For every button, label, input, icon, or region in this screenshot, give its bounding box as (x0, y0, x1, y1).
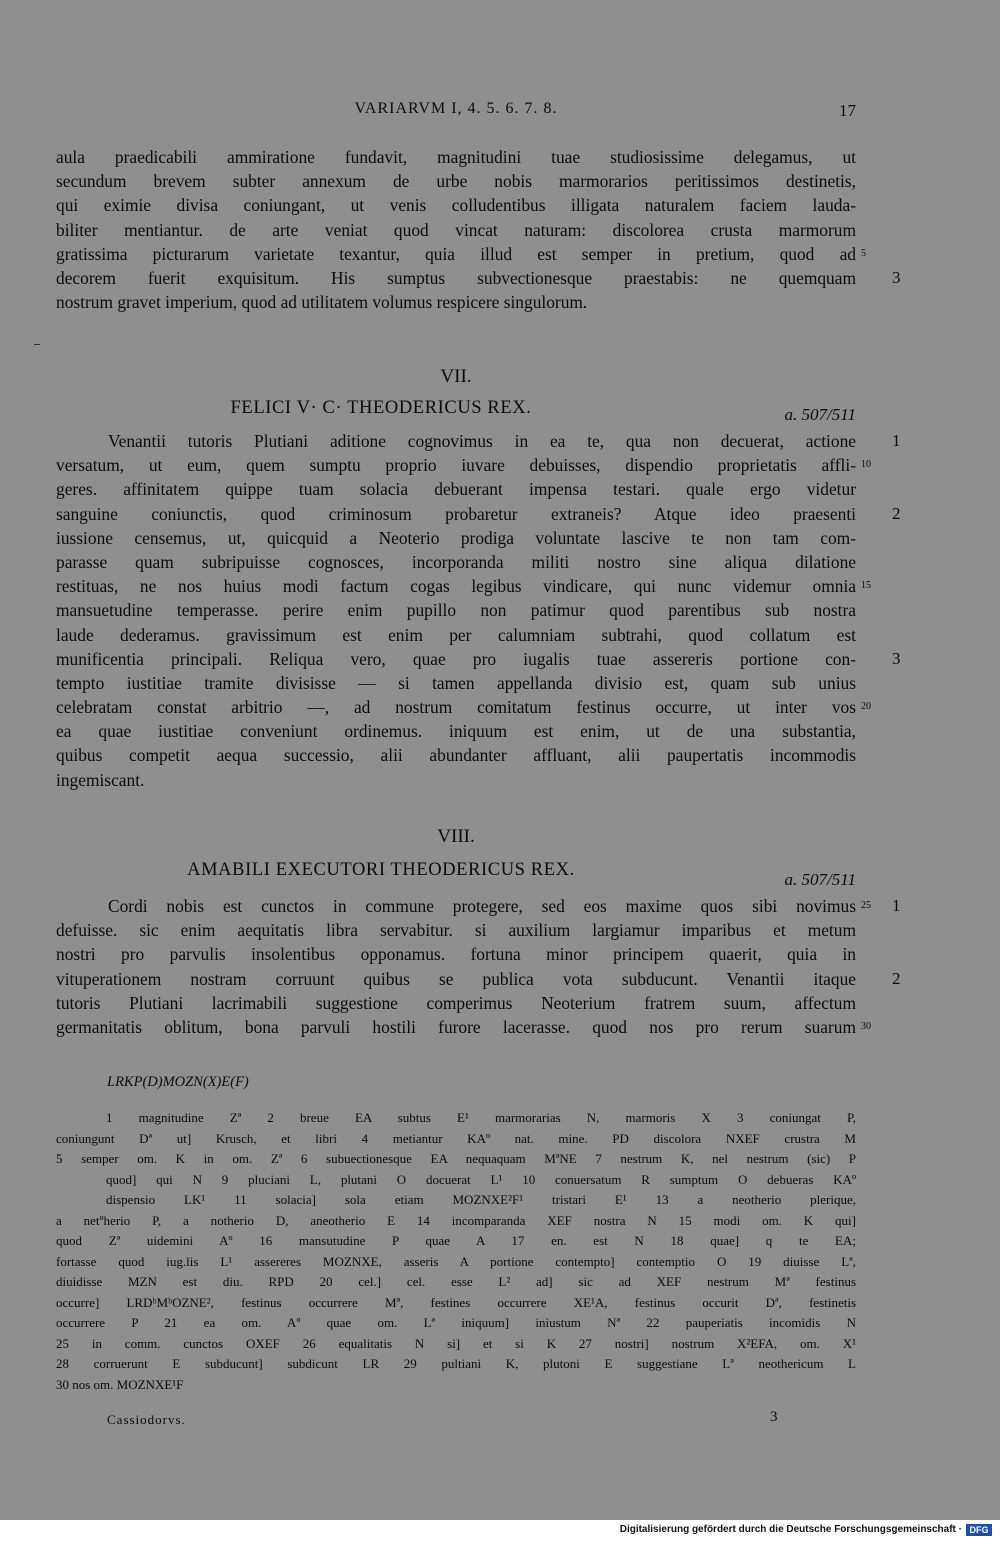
apparatus-line: fortasse quod iug.lis L¹ assereres MOZNXE, asseris A portione contempto] contemptio O 19 diuisse Lª, (56, 1253, 856, 1269)
apparatus-line: diuidisse MZN est diu. RPD 20 cel.] cel. esse L² ad] sic ad XEF nestrum Mª festinus (56, 1274, 856, 1289)
section-number: 1 (892, 431, 901, 450)
apparatus-line: 28 corruerunt E subducunt] subdicunt LR 29 pultiani K, plutoni E suggestiane Lª neothericum L (56, 1356, 856, 1371)
text-line (56, 242, 866, 266)
apparatus-line: 1 magnitudine Zª 2 breue EA subtus E¹ marmorarias N, marmoris X 3 coniungat P, (106, 1110, 856, 1125)
text-line (56, 218, 856, 242)
section-date: a. 507/511 (784, 870, 856, 889)
line-text: germanitatis oblitum, bona parvuli hostili furore lacerasse. quod nos pro rerum suarum (56, 1016, 856, 1037)
text-line (56, 290, 856, 314)
text-line (56, 502, 901, 526)
text-line (56, 991, 856, 1015)
text-line (56, 145, 856, 169)
text-line (56, 169, 856, 193)
line-text: ea quae iustitiae conveniunt ordinemus. iniquum est enim, ut de una substantia, (56, 721, 856, 742)
text-line (56, 743, 856, 767)
line-text: versatum, ut eum, quem sumptu proprio iuvare debuisses, dispendio proprietatis affli- (56, 455, 856, 476)
line-text: sanguine coniunctis, quod criminosum probaretur extraneis? Atque ideo praesenti (56, 503, 856, 524)
line-text: geres. affinitatem quippe tuam solacia debuerant impensa testari. quale ergo videtur (56, 479, 856, 500)
line-text: parasse quam subripuisse cognosces, incorporanda militi nostro sine aliqua dilatione (56, 551, 856, 572)
apparatus-line: 25 in comm. cunctos OXEF 26 equalitatis N si] et si K 27 nostri] nostrum X²EFA, om. X¹ (56, 1335, 856, 1351)
line-text: biliter mentiantur. de arte veniat quod vincat naturam: discolorea crusta marmorum (56, 219, 856, 240)
page-number: 17 (839, 101, 856, 120)
line-text: secundum brevem subter annexum de urbe nobis marmorarios peritissimos destinetis, (56, 171, 856, 192)
section-number: 2 (892, 503, 901, 523)
line-text: restituas, ne nos huius modi factum cogas legibus vindicare, qui nunc videmur omnia (56, 576, 856, 597)
section-title: FELICI V· C· THEODERICUS REX. (230, 398, 532, 418)
text-line (56, 768, 856, 792)
line-text: nostri pro parvulis insolentibus opponamus. fortuna minor principem quaerit, quia in (56, 944, 856, 965)
line-text: vituperationem nostram corruunt quibus se publica vota subducunt. Venantii itaque (56, 968, 856, 989)
apparatus-line: dispensio LK¹ 11 solacia] sola etiam MOZNXE²F¹ tristari E¹ 13 a neotherio plerique, (106, 1192, 856, 1207)
line-text: mansuetudine temperasse. perire enim pupillo non patimur quod parentibus sub nostra (56, 600, 856, 621)
line-text: qui eximie divisa coniungant, ut venis colludentibus illigata naturalem faciem lauda- (56, 195, 856, 216)
text-line (56, 894, 901, 918)
line-number: 20 (861, 701, 871, 713)
line-text: munificentia principali. Reliqua vero, quae pro iugalis tuae assereris portione con- (56, 648, 856, 669)
apparatus-line: 5 semper om. K in om. Zª 6 subuectionesque EA nequaquam MªNE 7 nestrum K, nel nestrum (sic) P (56, 1151, 856, 1166)
text-line (56, 453, 871, 477)
dfg-credit-text: Digitalisierung gefördert durch die Deutsche Forschungsgemeinschaft · (619, 1524, 962, 1535)
section-numeral: VIII. (437, 826, 475, 847)
running-title: VARIARVM I, 4. 5. 6. 7. 8. (354, 100, 558, 117)
text-line (56, 1015, 871, 1039)
line-number: 5 (861, 247, 866, 259)
line-text: decorem fuerit exquisitum. His sumptus subvectionesque praestabis: ne quemquam (56, 267, 856, 288)
line-number: 10 (861, 459, 871, 471)
apparatus-line: coniungunt Dª ut] Krusch, et libri 4 metiantur KAº nat. mine. PD discolora NXEF crustra M (56, 1130, 856, 1146)
section-number: 3 (892, 648, 901, 668)
footer-author: Cassiodorvs. (107, 1412, 186, 1427)
text-line (56, 598, 856, 622)
text-line (56, 967, 901, 991)
text-line (56, 526, 856, 550)
text-line (56, 623, 856, 647)
text-line (56, 719, 856, 743)
signature-mark: 3 (770, 1409, 778, 1425)
line-number: 30 (861, 1020, 871, 1032)
line-text: nostrum gravet imperium, quod ad utilitatem volumus respicere singulorum. (56, 292, 588, 313)
text-block (56, 894, 901, 1039)
text-line (56, 193, 856, 217)
text-line (56, 942, 856, 966)
section-number: 1 (892, 896, 901, 915)
line-text: tutoris Plutiani lacrimabili suggestione comperimus Neoterium fratrem suum, affectum (56, 992, 856, 1013)
apparatus-line: occurrere P 21 ea om. Aº quae om. Lª iniquum] iniustum Nª 22 pauperiatis incomidis N (56, 1315, 856, 1330)
text-line (56, 477, 856, 501)
apparatus-line: quod] qui N 9 pluciani L, plutani O docuerat L¹ 10 conuersatum R sumptum O debueras KAº (106, 1171, 856, 1187)
section-title: AMABILI EXECUTORI THEODERICUS REX. (187, 860, 575, 880)
line-text: laude dederamus. gravissimum est enim per calumniam subtrahi, quod collatum est (56, 624, 856, 645)
line-number: 25 (861, 900, 871, 911)
apparatus-line: quod Zª uidemini Aº 16 mansutudine P quae A 17 en. est N 18 quae] q te EA; (56, 1233, 856, 1248)
text-line (56, 266, 901, 290)
line-number: 15 (861, 580, 871, 592)
text-line (56, 574, 871, 598)
apparatus-line: 30 nos om. MOZNXE¹F (56, 1376, 184, 1392)
manuscript-sigla: LRKP(D)MOZN(X)E(F) (107, 1074, 249, 1090)
line-text: defuisse. sic enim aequitatis libra servabitur. si auxilium largiamur imparibus et metum (56, 920, 856, 941)
text-block (56, 145, 901, 314)
line-text: Venantii tutoris Plutiani aditione cognovimus in ea te, qua non decuerat, actione (108, 431, 856, 451)
section-date: a. 507/511 (784, 405, 856, 424)
text-line (56, 671, 856, 695)
text-block (56, 429, 901, 792)
credit-bar (0, 1520, 1000, 1541)
line-text: quibus competit aequa successio, alii abundanter affluant, alii paupertatis incommodis (56, 745, 856, 766)
text-line (56, 550, 856, 574)
text-line (56, 918, 856, 942)
line-text: iussione censemus, ut, quicquid a Neoterio prodiga voluntate lascive te non tam com- (56, 527, 856, 548)
dfg-logo-icon: DFG (966, 1524, 992, 1536)
line-text: gratissima picturarum varietate texantur, quia illud est semper in pretium, quod ad (56, 243, 856, 264)
margin-mark (34, 344, 40, 345)
section-numeral: VII. (440, 366, 472, 387)
text-line (56, 695, 871, 719)
apparatus-line: a netºherio P, a notherio D, aneotherio E 14 incomparanda XEF nostra N 15 modi om. K qui] (56, 1212, 856, 1228)
text-line (56, 647, 901, 671)
line-text: Cordi nobis est cunctos in commune protegere, sed eos maxime quos sibi novimus (108, 896, 856, 916)
line-text: tempto iustitiae tramite divisisse — si tamen appellanda divisio est, quam sub unius (56, 672, 856, 693)
section-number: 2 (892, 968, 901, 988)
line-text: ingemiscant. (56, 769, 145, 790)
apparatus-line: occurre] LRDᵇMᵇOZNE², festinus occurrere Mª, festines occurrere XE¹A, festinus occurit Dª, festinetis (56, 1294, 856, 1310)
line-text: celebratam constat arbitrio —, ad nostrum comitatum festinus occurre, ut inter vos (56, 697, 856, 718)
text-line (56, 429, 901, 453)
line-text: aula praedicabili ammiratione fundavit, magnitudini tuae studiosissime delegamus, ut (56, 147, 856, 167)
section-number: 3 (892, 267, 901, 287)
critical-apparatus (56, 1108, 856, 1395)
